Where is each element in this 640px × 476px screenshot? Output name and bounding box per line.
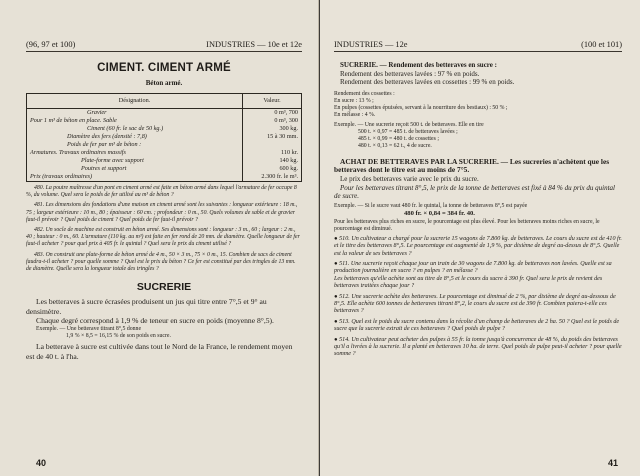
left-header-refs: (96, 97 et 100) [26,40,76,49]
exercise-481: 481. Les dimensions des fondations d'une maison en ciment armé sont les suivantes : longueur extérieure : 18 m., 75 ; largeur extérieure : 10 m., 80 ; épaisseur : 60 cm. ; profondeur : 0 m., 50. Quels volumes de sable et de gravier faut-il prévoir ? Quel poids de ciment ? Quel poids de fer faut-il prévoir ? [26,202,298,223]
table-row: Prix (travaux ordinaires) 2.300 fr. le m³. [27,173,302,182]
section-title-ciment: CIMENT. CIMENT ARMÉ [97,62,231,74]
rendement-cossettes-line: Rendement des betteraves lavées en cossettes : 99 % en poids. [340,78,515,87]
table-row: Pour 1 m³ de béton en place. Sable 0 m³, 300 [27,117,302,125]
achat-example: Exemple. — Si le sucre vaut 480 fr. le quintal, la tonne de betteraves 8°,5 est payée [334,202,528,209]
table-row: Poutres et support 600 kg. [27,165,302,173]
page-number-right: 41 [607,458,618,468]
sucrerie-example-1: Exemple. — Une betterave titrant 8°,5 donne [36,326,142,333]
left-running-header [26,40,302,52]
achat-betteraves-heading: ACHAT DE BETTERAVES PAR LA SUCRERIE. — Les sucreries n'achètent que les betteraves dont le titre est au moins de 7°5. [334,156,610,175]
cossettes-melasse: En mélasse : 4 %. [334,111,376,118]
exercise-511: ● 511. Une sucrerie reçoit chaque jour un train de 30 wagons de 7.800 kg. de betteraves non lavées. Quelle est sa production journalière en sucre ? en pulpes ? en mélasse ? [334,260,612,275]
sucrerie-example-2: 1,9 % × 8,5 = 16,15 % de son poids en sucre. [66,333,171,340]
cossettes-pulpes: En pulpes (cossettes épuisées, servant à la nourriture des bestiaux) : 50 % ; [334,104,508,111]
cossettes-sucre: En sucre : 13 % ; [334,97,374,104]
bullet-icon: ● [334,235,340,242]
sucrerie-paragraph-2: Chaque degré correspond à 1,9 % de teneur en sucre en poids (moyenne 8°,5). [36,316,274,326]
table-row: Poids de fer par m³ de béton : [27,141,302,149]
sucrerie-paragraph-1: Les betteraves à sucre écrasées produisent un jus qui titre entre 7°,5 et 9° au densimètre. [26,297,267,316]
table-header-valeur: Valeur. [243,94,302,109]
cossettes-heading: Rendement des cossettes : [334,90,395,97]
table-row: Ciment (60 fr. le sac de 50 kg.) 300 kg. [27,125,302,133]
right-running-header [334,40,622,52]
sucrerie-example: Exemple. — Une sucrerie reçoit 500 t. de betteraves. Elle en tire [334,121,484,128]
table-row: Armatures. Travaux ordinaires massifs 110 kr. [27,149,302,157]
bullet-icon: ● [334,318,340,325]
exercise-514: ● 514. Un cultivateur peut acheter des pulpes à 55 fr. la tonne jusqu'à concurrence de 48 %, du poids des betteraves qu'il a livrées à la sucrerie. Il a planté en betteraves 10 ha. de terre. Quel poids de pulpe peut-il acheter ? pour quelle somme ? [334,336,622,358]
exercise-480: 480. La poutre maîtresse d'un pont en ciment armé est faite en béton armé dans lequel l'armature de fer occupe 8 %, du volume. Quel sera le poids de fer utilisé au m³ de béton ? [26,185,297,199]
bullet-icon: ● [334,293,340,300]
sucrerie-example-calc-b: 485 t. × 0,99 = 480 t. de cossettes ; [358,135,439,142]
achat-paragraph-3: Pour les betteraves plus riches en sucre, le pourcentage est plus élevé. Pour les betteraves moins riches en sucre, le pourcentage est diminué. [334,218,600,232]
section-title-sucrerie: SUCRERIE [136,281,192,294]
exercise-511-continued: Les betteraves qu'elle achète sont au titre de 8°,5 et le cours du sucre à 390 fr. Quel sera le prix de revient des betteraves traitées chaque jour ? [334,275,603,290]
achat-example-calc: 480 fr. × 0,84 = 384 fr. 40. [404,209,475,217]
achat-paragraph-1: Le prix des betteraves varie avec le prix du sucre. [340,174,479,183]
sucrerie-rendement [334,61,622,70]
table-header-designation: Désignation. [27,94,243,109]
left-page [0,0,319,476]
table-row: Diamètre des fers (densité : 7,8) 15 à 30 mm. [27,133,302,141]
sucrerie-example-calc-a: 500 t. × 0,97 = 485 t. de betteraves lavées ; [358,128,458,135]
right-page [320,0,640,476]
sucrerie-example-calc-c: 480 t. × 0,13 = 62 t., 4 de sucre. [358,142,432,149]
exercise-482: 482. Un socle de machine est construit en béton armé. Ses dimensions sont : longueur : 3 m., 60 ; largeur : 2 m., 40 ; hauteur : 0 m., 60. L'armature (110 kg. au m³) est faite en fer rond de 20 mm. de diamètre. Quelle longueur de fer faut-il acheter ? pour quel prix à 405 fr. le quintal ? Quel sera le prix du ciment utilisé ? [26,227,300,248]
section-subtitle-beton: Béton armé. [145,79,183,87]
right-header-title: INDUSTRIES — 12e [334,40,408,49]
beton-table [26,93,302,182]
rendement-lavees: Rendement des betteraves lavées : 97 % en poids. [340,69,480,78]
left-header-title: INDUSTRIES — 10e et 12e [206,40,302,49]
bullet-icon: ● [334,260,340,267]
achat-paragraph-2: Pour les betteraves titrant 8°,5, le prix de la tonne de betteraves est fixé à 84 % du prix du quintal de sucre. [334,183,615,201]
page-number-left: 40 [36,458,47,468]
table-row: Gravier 0 m³, 700 [27,109,302,118]
sucrerie-paragraph-3: La betterave à sucre est cultivée dans tout le Nord de la France, le rendement moyen est de 40 t. à l'ha. [26,342,293,361]
table-row: Plate-forme avec support 140 kg. [27,157,302,165]
exercise-510: ● 510. Un cultivateur a chargé pour la sucrerie 15 wagons de 7.800 kg. de betteraves. Le cours du sucre est de 410 fr. et le titre des betteraves 8°,5. Le pourcentage est augmenté de 1,9 %, par dixième de degré au-dessus de 8°,5. Quelle est la valeur de ses betteraves ? [334,235,622,257]
bullet-icon: ● [334,336,340,343]
exercise-483: 483. On construit une plate-forme de béton armé de 4 m., 50 × 3 m., 75 × 0 m., 15. Combien de sacs de ciment faudra-t-il acheter ? pour quelle somme ? Quel est le prix du béton ? Ce fer est constitué par des tringles de 13 mm. de diamètre. Quelle sera la longueur totale des tringles ? [26,251,296,273]
sucrerie-rendement-text: SUCRERIE. — Rendement des betteraves en sucre : [340,61,497,69]
exercise-512: ● 512. Une sucrerie achète des betteraves. Le pourcentage est diminué de 2 %, par dixième de degré au-dessous de 8°,5. Elle achète 600 tonnes de betteraves titrant 8°,2, le cours du sucre est de 390 fr. Combien paiera-t-elle ces betteraves ? [334,293,616,315]
exercise-513: ● 513. Quel est le poids du sucre contenu dans la récolte d'un champ de betteraves de 2 ha. 50 ? Quel est le poids de sucre que la sucrerie extrait de ces betteraves ? Quel poids de pulpe ? [334,318,620,333]
right-header-refs: (100 et 101) [581,40,622,49]
